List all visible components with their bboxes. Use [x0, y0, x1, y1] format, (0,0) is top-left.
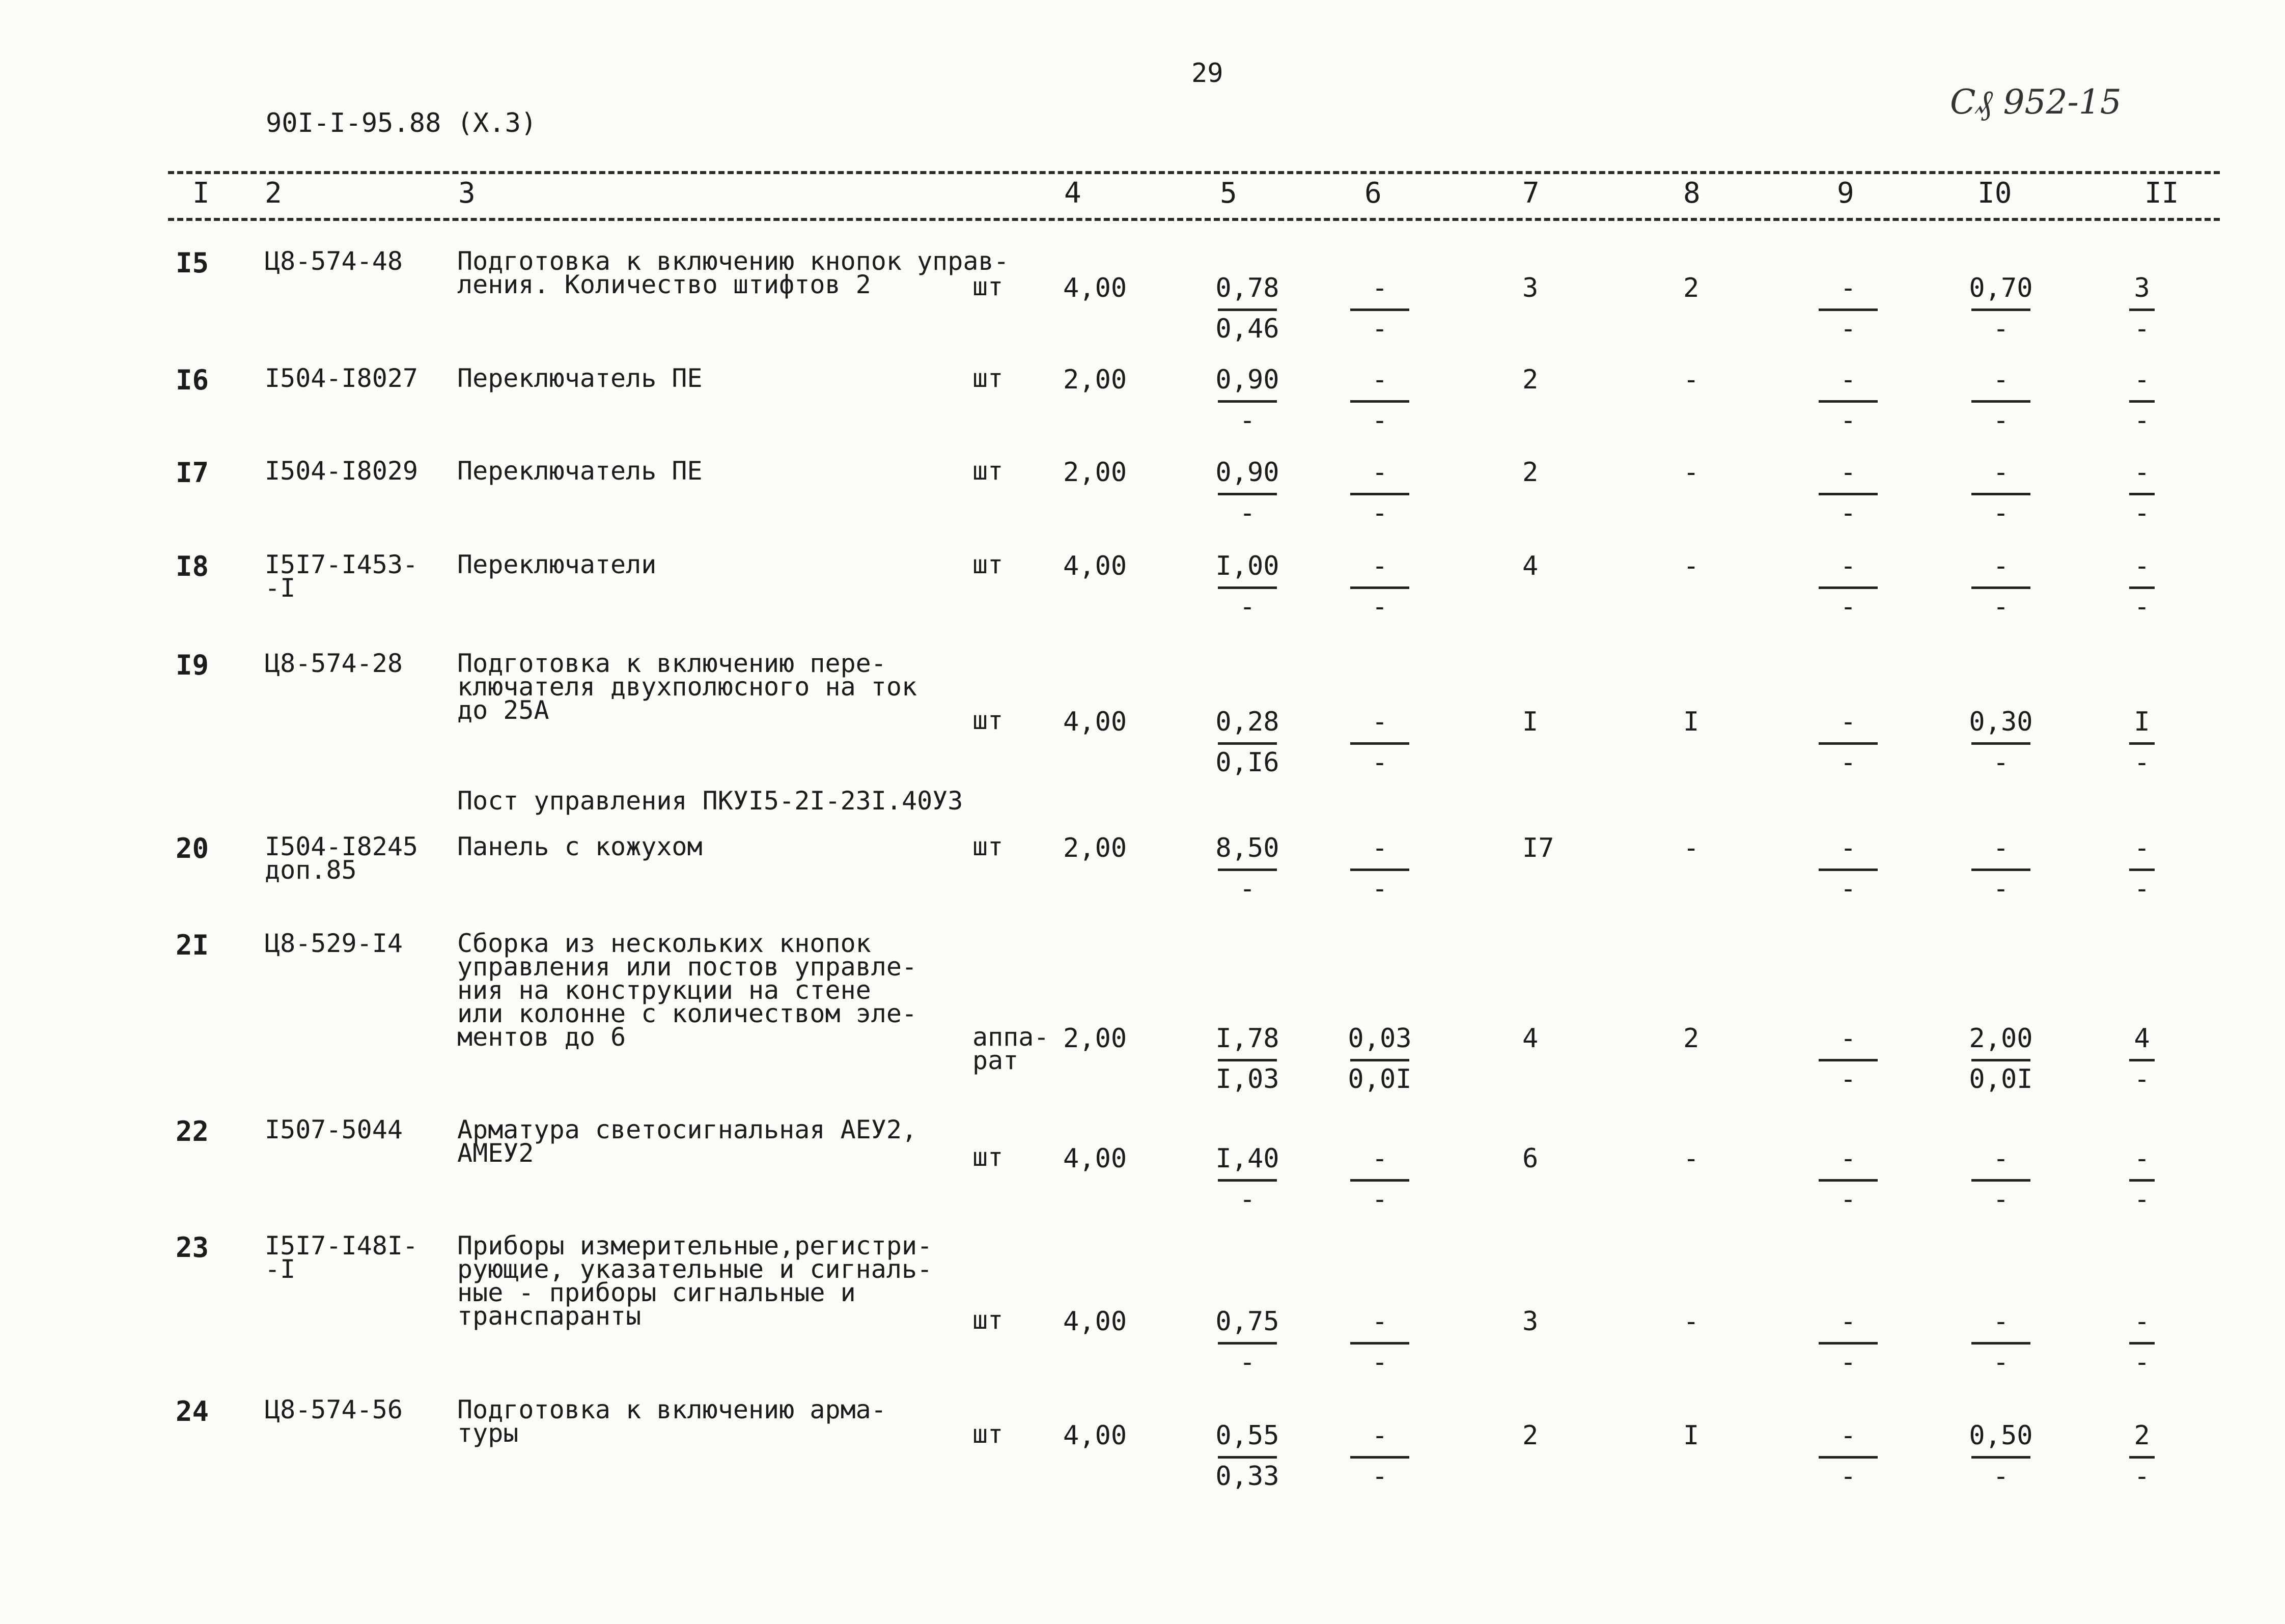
description-cell: Переключатель ПЕ [457, 456, 703, 486]
col9-value [1813, 1308, 1884, 1376]
row-number: 23 [176, 1231, 209, 1264]
col9-value [1813, 1145, 1884, 1213]
col11-value-denominator: - [2134, 592, 2150, 622]
col-header-5: 5 [1220, 177, 1237, 210]
col9-value-fraction-bar [1819, 869, 1878, 871]
col6-value-fraction-bar [1350, 1059, 1409, 1061]
col7-value: 2 [1522, 457, 1539, 488]
col11-value-fraction-bar [2129, 869, 2155, 871]
description-cell: Переключатели [457, 550, 657, 579]
col5-value-numerator: 0,28 [1215, 707, 1279, 737]
col9-value-fraction-bar [1819, 1179, 1878, 1182]
col8-value: - [1683, 1143, 1699, 1174]
col6-value [1344, 553, 1415, 620]
code-cell: I504-I8027 [265, 363, 419, 393]
col10-value-fraction-bar [1971, 1059, 2030, 1061]
col10-value-denominator: - [1993, 1461, 2009, 1492]
col5-value-denominator: - [1239, 405, 1256, 436]
quantity-cell: 4,00 [1063, 1143, 1127, 1174]
col10-value [1965, 709, 2037, 776]
col11-value-numerator: 2 [2134, 1420, 2150, 1451]
col10-value-numerator: - [1993, 551, 2009, 581]
col11-value [2124, 1025, 2160, 1093]
archive-stamp: С₰ 952-15 [1950, 82, 2122, 122]
col9-value [1813, 835, 1884, 902]
col5-value-fraction-bar [1218, 309, 1277, 311]
col-header-1: I [192, 177, 210, 210]
col9-value-numerator: - [1840, 551, 1856, 581]
col5-value-numerator: I,78 [1215, 1023, 1279, 1054]
col9-value-numerator: - [1840, 273, 1856, 303]
col9-value-fraction-bar [1819, 1059, 1878, 1061]
code-cell: Ц8-574-28 [265, 649, 403, 678]
unit-cell: шт [972, 272, 1004, 301]
col7-value: 2 [1522, 365, 1539, 395]
code-cell: I504-I8029 [265, 456, 419, 486]
col5-value-numerator: I,40 [1215, 1143, 1279, 1174]
col10-value [1965, 1025, 2037, 1093]
description-cell: Переключатель ПЕ [457, 363, 703, 393]
unit-cell: шт [972, 550, 1004, 579]
col6-value [1344, 275, 1415, 342]
col11-value-denominator: - [2134, 314, 2150, 344]
col11-value [2124, 367, 2160, 434]
col11-value-denominator: - [2134, 874, 2150, 904]
col10-value [1965, 835, 2037, 902]
col9-value-denominator: - [1840, 405, 1856, 436]
unit-cell: шт [972, 1419, 1004, 1449]
col6-value-numerator: - [1372, 273, 1388, 303]
row-number: I7 [176, 457, 209, 489]
code-cell: Ц8-574-56 [265, 1395, 403, 1424]
document-id: 90I-I-95.88 (X.3) [266, 108, 537, 138]
col6-value-denominator: - [1372, 1347, 1388, 1378]
col9-value-fraction-bar [1819, 493, 1878, 495]
unit-cell: шт [972, 1142, 1004, 1172]
code-cell: Ц8-574-48 [265, 246, 403, 276]
code-cell: Ц8-529-I4 [265, 929, 403, 958]
col11-value [2124, 709, 2160, 776]
header-rule-top [168, 171, 2220, 174]
description-cell: Приборы измерительные,регистри- рующие, указательные и сигналь- ные - приборы сигнальные и транспаранты [457, 1231, 933, 1331]
col9-value [1813, 1422, 1884, 1490]
col11-value-numerator: I [2134, 707, 2150, 737]
col7-value: 4 [1522, 1023, 1539, 1054]
col-header-11: II [2144, 177, 2179, 210]
col10-value-denominator: - [1993, 592, 2009, 622]
row-number: I6 [176, 364, 209, 396]
col6-value-denominator: - [1372, 314, 1388, 344]
col10-value-fraction-bar [1971, 1179, 2030, 1182]
col8-value: I [1683, 1420, 1699, 1451]
quantity-cell: 4,00 [1063, 273, 1127, 303]
col5-value-numerator: 8,50 [1215, 833, 1279, 863]
col5-value-fraction-bar [1218, 869, 1277, 871]
col6-value-fraction-bar [1350, 1179, 1409, 1182]
col10-value-numerator: - [1993, 1306, 2009, 1337]
unit-cell: аппа- рат [972, 1022, 1049, 1075]
col6-value [1344, 1422, 1415, 1490]
quantity-cell: 4,00 [1063, 551, 1127, 581]
col5-value-denominator: - [1239, 498, 1256, 528]
col10-value-fraction-bar [1971, 1456, 2030, 1459]
col-header-6: 6 [1364, 177, 1382, 210]
col5-value-denominator: 0,46 [1215, 314, 1279, 344]
col8-value: I [1683, 707, 1699, 737]
unit-cell: шт [972, 1305, 1004, 1335]
col11-value-fraction-bar [2129, 1179, 2155, 1182]
col5-value [1212, 1422, 1283, 1490]
row-number: 24 [176, 1395, 209, 1427]
page-number: 29 [1191, 58, 1223, 89]
col7-value: 6 [1522, 1143, 1539, 1174]
col10-value-fraction-bar [1971, 1342, 2030, 1345]
col6-value [1344, 1025, 1415, 1093]
col9-value-fraction-bar [1819, 742, 1878, 745]
col6-value-denominator: - [1372, 498, 1388, 528]
col10-value-denominator: - [1993, 1347, 2009, 1378]
col9-value-numerator: - [1840, 1023, 1856, 1054]
col5-value-denominator: 0,I6 [1215, 747, 1279, 778]
col6-value-fraction-bar [1350, 869, 1409, 871]
row-number: 2I [176, 929, 209, 961]
col11-value-fraction-bar [2129, 400, 2155, 403]
col5-value [1212, 275, 1283, 342]
col11-value [2124, 459, 2160, 526]
col9-value [1813, 709, 1884, 776]
col11-value-numerator: - [2134, 551, 2150, 581]
col5-value [1212, 459, 1283, 526]
col11-value-numerator: - [2134, 457, 2150, 488]
col11-value-denominator: - [2134, 1461, 2150, 1492]
col11-value-fraction-bar [2129, 586, 2155, 589]
col9-value-numerator: - [1840, 365, 1856, 395]
description-cell: Подготовка к включению пере- ключателя двухполюсного на ток до 25А [457, 649, 917, 725]
col5-value-fraction-bar [1218, 1059, 1277, 1061]
col9-value [1813, 1025, 1884, 1093]
col10-value-denominator: - [1993, 405, 2009, 436]
col5-value-numerator: 0,55 [1215, 1420, 1279, 1451]
col9-value-fraction-bar [1819, 1342, 1878, 1345]
col6-value-fraction-bar [1350, 742, 1409, 745]
col11-value [2124, 835, 2160, 902]
col11-value-fraction-bar [2129, 493, 2155, 495]
col7-value: I7 [1522, 833, 1554, 863]
col6-value-denominator: - [1372, 405, 1388, 436]
col11-value-numerator: - [2134, 833, 2150, 863]
col5-value [1212, 835, 1283, 902]
col11-value [2124, 275, 2160, 342]
col9-value-denominator: - [1840, 1184, 1856, 1215]
col10-value-numerator: - [1993, 365, 2009, 395]
code-cell: I5I7-I453- -I [265, 550, 419, 603]
col6-value-denominator: - [1372, 1184, 1388, 1215]
col10-value-numerator: - [1993, 457, 2009, 488]
col10-value-denominator: - [1993, 1184, 2009, 1215]
col9-value-numerator: - [1840, 833, 1856, 863]
col11-value-numerator: 3 [2134, 273, 2150, 303]
col9-value [1813, 275, 1884, 342]
col11-value-numerator: 4 [2134, 1023, 2150, 1054]
col10-value-numerator: - [1993, 833, 2009, 863]
col6-value-fraction-bar [1350, 1342, 1409, 1345]
description-cell: Сборка из нескольких кнопок управления или постов управле- ния на конструкции на стене или колонне с количеством эле- ментов до 6 [457, 929, 917, 1052]
col11-value-numerator: - [2134, 365, 2150, 395]
col10-value-denominator: - [1993, 314, 2009, 344]
quantity-cell: 2,00 [1063, 833, 1127, 863]
col9-value-denominator: - [1840, 1461, 1856, 1492]
col9-value-numerator: - [1840, 1143, 1856, 1174]
col10-value-numerator: - [1993, 1143, 2009, 1174]
col9-value-denominator: - [1840, 592, 1856, 622]
col11-value-fraction-bar [2129, 1059, 2155, 1061]
col5-value [1212, 367, 1283, 434]
col5-value-denominator: 0,33 [1215, 1461, 1279, 1492]
col9-value-fraction-bar [1819, 400, 1878, 403]
col-header-2: 2 [265, 177, 282, 210]
col7-value: 2 [1522, 1420, 1539, 1451]
col6-value-numerator: - [1372, 457, 1388, 488]
col10-value-fraction-bar [1971, 493, 2030, 495]
col10-value-fraction-bar [1971, 309, 2030, 311]
col6-value-fraction-bar [1350, 586, 1409, 589]
col6-value [1344, 1308, 1415, 1376]
col5-value-numerator: 0,90 [1215, 457, 1279, 488]
col6-value-numerator: - [1372, 1420, 1388, 1451]
col9-value-denominator: - [1840, 314, 1856, 344]
col11-value-fraction-bar [2129, 1342, 2155, 1345]
col9-value-fraction-bar [1819, 1456, 1878, 1459]
col5-value [1212, 1145, 1283, 1213]
col5-value-fraction-bar [1218, 1179, 1277, 1182]
col9-value [1813, 553, 1884, 620]
col-header-4: 4 [1064, 177, 1081, 210]
col8-value: - [1683, 551, 1699, 581]
col11-value [2124, 1308, 2160, 1376]
col10-value [1965, 1422, 2037, 1490]
col11-value-fraction-bar [2129, 742, 2155, 745]
col9-value-fraction-bar [1819, 586, 1878, 589]
col10-value-numerator: 0,50 [1969, 1420, 2033, 1451]
description-cell: Панель с кожухом [457, 832, 703, 861]
row-number: I5 [176, 247, 209, 279]
unit-cell: шт [972, 706, 1004, 735]
col5-value-numerator: I,00 [1215, 551, 1279, 581]
col5-value-denominator: I,03 [1215, 1064, 1279, 1095]
col6-value-numerator: - [1372, 1143, 1388, 1174]
col5-value-fraction-bar [1218, 400, 1277, 403]
col8-value: - [1683, 457, 1699, 488]
col7-value: 3 [1522, 273, 1539, 303]
col6-value [1344, 459, 1415, 526]
quantity-cell: 2,00 [1063, 365, 1127, 395]
col-header-9: 9 [1837, 177, 1854, 210]
col11-value [2124, 1422, 2160, 1490]
col11-value-denominator: - [2134, 747, 2150, 778]
col9-value-denominator: - [1840, 1347, 1856, 1378]
col6-value-numerator: - [1372, 1306, 1388, 1337]
col5-value-fraction-bar [1218, 586, 1277, 589]
col5-value [1212, 553, 1283, 620]
col11-value-numerator: - [2134, 1306, 2150, 1337]
col6-value-numerator: - [1372, 833, 1388, 863]
quantity-cell: 2,00 [1063, 1023, 1127, 1054]
col7-value: 4 [1522, 551, 1539, 581]
col5-value-numerator: 0,78 [1215, 273, 1279, 303]
col6-value-fraction-bar [1350, 493, 1409, 495]
col10-value-numerator: 0,30 [1969, 707, 2033, 737]
col6-value-denominator: - [1372, 592, 1388, 622]
col11-value [2124, 1145, 2160, 1213]
col5-value-denominator: - [1239, 874, 1256, 904]
col6-value-numerator: - [1372, 551, 1388, 581]
col6-value-denominator: - [1372, 874, 1388, 904]
col5-value-denominator: - [1239, 1347, 1256, 1378]
col5-value-numerator: 0,90 [1215, 365, 1279, 395]
col9-value-denominator: - [1840, 874, 1856, 904]
col8-value: - [1683, 833, 1699, 863]
unit-cell: шт [972, 456, 1004, 486]
col11-value-fraction-bar [2129, 309, 2155, 311]
col9-value-denominator: - [1840, 498, 1856, 528]
col11-value-denominator: - [2134, 405, 2150, 436]
col9-value-denominator: - [1840, 747, 1856, 778]
col5-value [1212, 709, 1283, 776]
col5-value-fraction-bar [1218, 493, 1277, 495]
col-header-10: I0 [1977, 177, 2012, 210]
col10-value-fraction-bar [1971, 869, 2030, 871]
col-header-8: 8 [1683, 177, 1701, 210]
col5-value-denominator: - [1239, 592, 1256, 622]
col6-value-fraction-bar [1350, 400, 1409, 403]
col7-value: I [1522, 707, 1539, 737]
col6-value [1344, 835, 1415, 902]
col5-value-denominator: - [1239, 1184, 1256, 1215]
col10-value-numerator: 0,70 [1969, 273, 2033, 303]
col10-value-denominator: - [1993, 747, 2009, 778]
col10-value-numerator: 2,00 [1969, 1023, 2033, 1054]
row-number: I9 [176, 649, 209, 681]
col10-value-fraction-bar [1971, 400, 2030, 403]
col10-value-fraction-bar [1971, 586, 2030, 589]
col10-value [1965, 459, 2037, 526]
col11-value-fraction-bar [2129, 1456, 2155, 1459]
col7-value: 3 [1522, 1306, 1539, 1337]
description-cell: Подготовка к включению кнопок управ- ления. Количество штифтов 2 [457, 246, 1009, 299]
unit-cell: шт [972, 363, 1004, 393]
col10-value-fraction-bar [1971, 742, 2030, 745]
col10-value [1965, 553, 2037, 620]
col10-value [1965, 275, 2037, 342]
col10-value-denominator: 0,0I [1969, 1064, 2033, 1095]
col-header-3: 3 [458, 177, 476, 210]
col8-value: - [1683, 365, 1699, 395]
col10-value [1965, 1308, 2037, 1376]
row-number: 22 [176, 1115, 209, 1147]
col5-value-fraction-bar [1218, 742, 1277, 745]
quantity-cell: 4,00 [1063, 1306, 1127, 1337]
col9-value-numerator: - [1840, 1306, 1856, 1337]
quantity-cell: 2,00 [1063, 457, 1127, 488]
header-rule-bottom [168, 218, 2220, 221]
col6-value [1344, 709, 1415, 776]
description-cell: Арматура светосигнальная АЕУ2, АМЕУ2 [457, 1115, 917, 1168]
col10-value-denominator: - [1993, 498, 2009, 528]
col11-value-denominator: - [2134, 498, 2150, 528]
col8-value: 2 [1683, 273, 1699, 303]
col6-value [1344, 367, 1415, 434]
col6-value-numerator: - [1372, 707, 1388, 737]
section-title: Пост управления ПКУI5-2I-23I.40У3 [457, 786, 963, 816]
col6-value-denominator: - [1372, 1461, 1388, 1492]
quantity-cell: 4,00 [1063, 707, 1127, 737]
col8-value: 2 [1683, 1023, 1699, 1054]
col11-value-numerator: - [2134, 1143, 2150, 1174]
col5-value-numerator: 0,75 [1215, 1306, 1279, 1337]
col5-value-fraction-bar [1218, 1342, 1277, 1345]
col9-value-numerator: - [1840, 457, 1856, 488]
col10-value [1965, 367, 2037, 434]
col5-value [1212, 1308, 1283, 1376]
col9-value [1813, 459, 1884, 526]
col6-value [1344, 1145, 1415, 1213]
col9-value-fraction-bar [1819, 309, 1878, 311]
quantity-cell: 4,00 [1063, 1420, 1127, 1451]
unit-cell: шт [972, 832, 1004, 861]
col11-value-denominator: - [2134, 1064, 2150, 1095]
row-number: 20 [176, 832, 209, 864]
col-header-7: 7 [1522, 177, 1540, 210]
col10-value-denominator: - [1993, 874, 2009, 904]
row-number: I8 [176, 550, 209, 582]
col5-value-fraction-bar [1218, 1456, 1277, 1459]
col6-value-denominator: - [1372, 747, 1388, 778]
code-cell: I504-I8245 доп.85 [265, 832, 419, 885]
description-cell: Подготовка к включению арма- туры [457, 1395, 886, 1448]
col6-value-numerator: - [1372, 365, 1388, 395]
code-cell: I5I7-I48I- -I [265, 1231, 419, 1284]
col6-value-fraction-bar [1350, 309, 1409, 311]
col9-value [1813, 367, 1884, 434]
code-cell: I507-5044 [265, 1115, 403, 1144]
col6-value-fraction-bar [1350, 1456, 1409, 1459]
col9-value-denominator: - [1840, 1064, 1856, 1095]
col6-value-denominator: 0,0I [1348, 1064, 1412, 1095]
col8-value: - [1683, 1306, 1699, 1337]
col10-value [1965, 1145, 2037, 1213]
col11-value [2124, 553, 2160, 620]
col11-value-denominator: - [2134, 1184, 2150, 1215]
col6-value-numerator: 0,03 [1348, 1023, 1412, 1054]
col9-value-numerator: - [1840, 707, 1856, 737]
col11-value-denominator: - [2134, 1347, 2150, 1378]
col9-value-numerator: - [1840, 1420, 1856, 1451]
col5-value [1212, 1025, 1283, 1093]
